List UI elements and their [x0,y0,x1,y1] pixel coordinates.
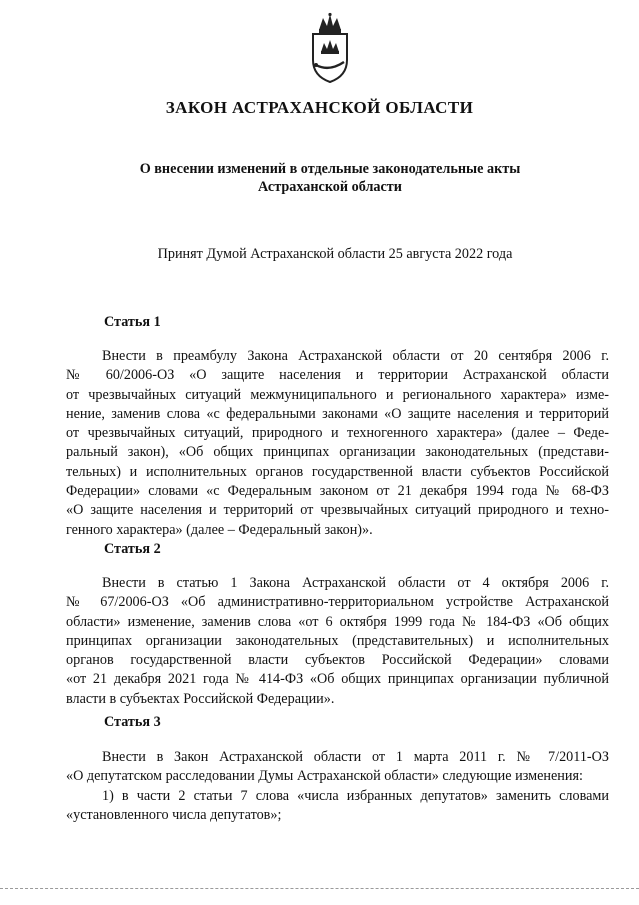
document-subtitle [90,160,570,196]
text-line: области» изменение, заменив слова «от 6 октября 1999 года № 184-ФЗ «Об общих [66,613,609,630]
subtitle-line-1: О внесении изменений в отдельные законодательные акты [139,161,521,177]
text-line: Внести в Закон Астраханской области от 1 марта 2011 г. № 7/2011-ОЗ [102,749,609,765]
text-line: органов государственной власти субъектов Российской Федерации» словами [66,652,609,669]
text-line: принципах организации законодательных (представительных) и исполнительных [66,632,609,649]
article-3-heading: Статья 3 [104,714,161,730]
text-line: власти в субъектах Российской Федерации». [66,690,335,707]
text-line: № 60/2006-ОЗ «О защите населения и территории Астраханской области [66,367,609,384]
text-line: Федерации» словами «с Федеральным законом от 21 декабря 1994 года № 68-ФЗ [66,483,609,500]
page-bottom-rule [0,888,639,889]
text-line: 1) в части 2 статьи 7 слова «числа избранных депутатов» заменить словами [102,787,609,804]
text-line: № 67/2006-ОЗ «Об административно-территориальном устройстве Астраханской [66,594,609,611]
text-line: «установленного числа депутатов»; [66,806,282,823]
article-1-heading: Статья 1 [104,314,161,330]
text-line: Внести в преамбулу Закона Астраханской области от 20 сентября 2006 г. [102,348,609,364]
article-1-text [66,347,609,540]
text-line: от чрезвычайных ситуаций, природного и техногенного характера» (далее – Феде- [66,425,609,442]
text-line: «О защите населения и территорий от чрезвычайных ситуаций природного и техно- [66,502,609,519]
subtitle-line-2: Астраханской области [258,179,402,195]
text-line: нение, заменив слова «с федеральными законами «О защите населения и территорий [66,405,609,422]
coat-of-arms-icon [299,12,361,88]
text-line: Внести в статью 1 Закона Астраханской области от 4 октября 2006 г. [102,575,609,591]
text-line: тельных) и исполнительных органов государственной власти субъектов Российской [66,463,609,480]
article-3-text [66,748,609,825]
document-title: ЗАКОН АСТРАХАНСКОЙ ОБЛАСТИ [165,98,474,117]
text-line: ральный закон), «Об общих принципах организации законодательных (представи- [66,444,609,461]
article-2-heading: Статья 2 [104,541,161,557]
text-line: «О депутатском расследовании Думы Астраханской области» следующие изменения: [66,768,583,785]
text-line: от чрезвычайных ситуаций межмуниципального и регионального характера» изме- [66,386,609,403]
text-line: генного характера» (далее – Федеральный закон)». [66,521,373,538]
adoption-note: Принят Думой Астраханской области 25 августа 2022 года [157,246,513,262]
article-2-text [66,574,609,709]
text-line: «от 21 декабря 2021 года № 414-ФЗ «Об общих принципах организации публичной [66,671,609,688]
